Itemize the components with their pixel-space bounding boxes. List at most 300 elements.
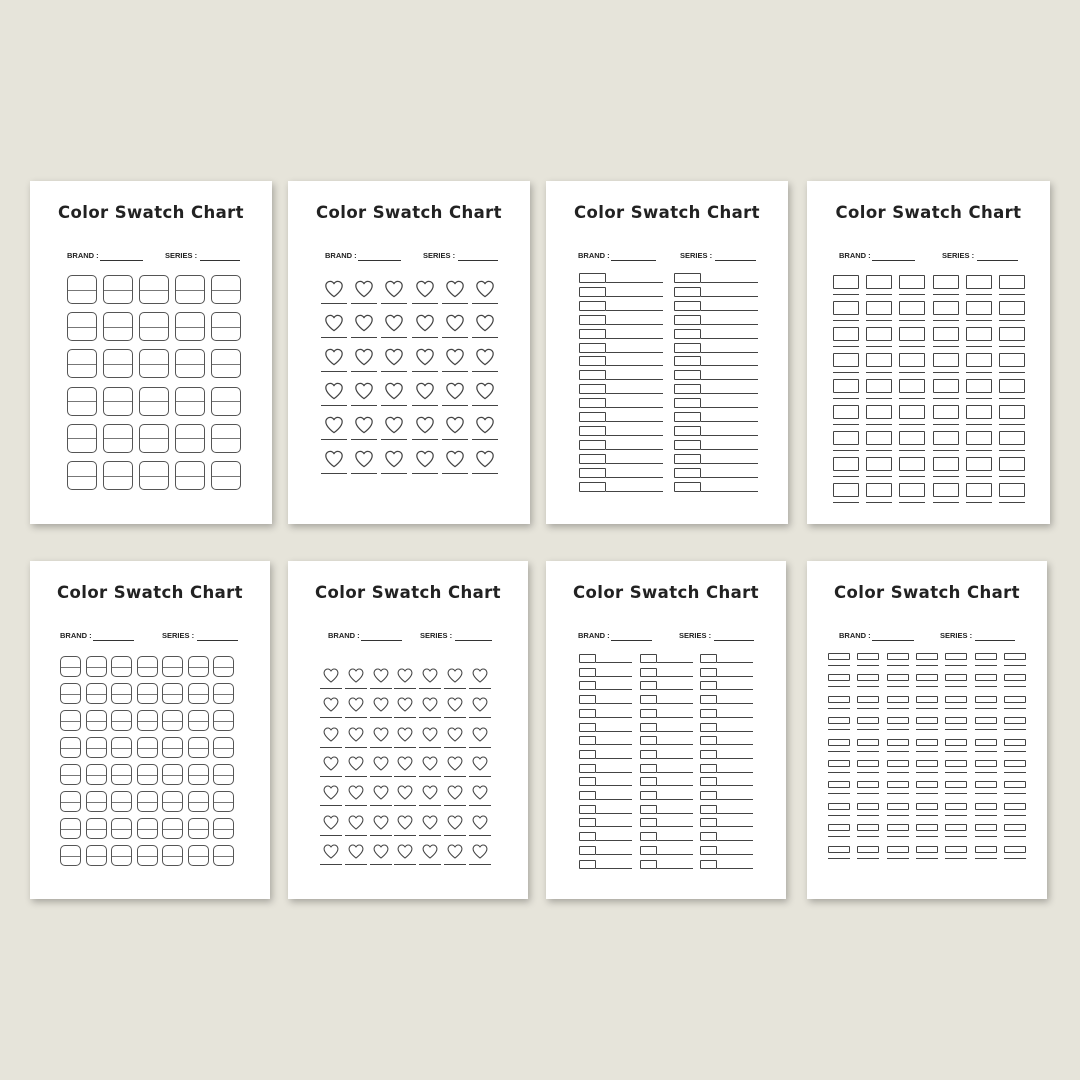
swatch-box [933,353,959,367]
swatch-divider [212,401,240,402]
heart-swatch [347,726,365,743]
swatch-name-line [606,477,663,478]
swatch-box [640,681,657,690]
swatch-name-line [320,688,342,689]
swatch-box [999,431,1025,445]
swatch-box [579,846,596,855]
swatch-sheet-4 [807,181,1050,524]
swatch-divider [68,401,96,402]
swatch-square [60,764,81,785]
series-label: SERIES : [423,251,456,260]
swatch-box [1004,653,1026,660]
swatch-name-line [596,731,632,732]
swatch-name-line [899,294,925,295]
swatch-divider [61,802,80,803]
heart-swatch [396,755,414,772]
swatch-box [674,440,701,450]
heart-swatch [322,667,340,684]
swatch-divider [163,775,182,776]
swatch-box [899,379,925,393]
heart-swatch [396,814,414,831]
swatch-box [674,384,701,394]
brand-field [578,631,652,645]
swatch-divider [68,476,96,477]
swatch-square [103,275,133,304]
swatch-box [887,846,909,853]
swatch-name-line [828,686,850,687]
swatch-name-line [596,772,632,773]
swatch-name-line [657,868,693,869]
swatch-box [857,824,879,831]
swatch-square [162,791,183,812]
swatch-name-line [701,282,758,283]
swatch-name-line [999,476,1025,477]
swatch-name-line [945,729,967,730]
swatch-box [857,674,879,681]
swatch-box [833,379,859,393]
swatch-divider [112,667,131,668]
swatch-box [966,275,992,289]
swatch-name-line [351,371,377,372]
swatch-square [213,710,234,731]
swatch-name-line [999,450,1025,451]
swatch-name-line [370,776,392,777]
swatch-name-line [444,747,466,748]
swatch-divider [87,667,106,668]
swatch-box [833,457,859,471]
swatch-square [60,683,81,704]
swatch-name-line [833,424,859,425]
swatch-name-line [320,835,342,836]
swatch-name-line [394,688,416,689]
swatch-name-line [933,450,959,451]
swatch-name-line [887,772,909,773]
swatch-square [86,710,107,731]
swatch-divider [212,438,240,439]
swatch-name-line [412,405,438,406]
swatch-divider [212,290,240,291]
swatch-name-line [321,371,347,372]
swatch-divider [176,476,204,477]
swatch-name-line [866,346,892,347]
swatch-name-line [469,835,491,836]
brand-field [839,251,915,265]
heart-swatch [446,843,464,860]
brand-label: BRAND : [578,631,610,640]
heart-swatch [323,381,345,401]
swatch-name-line [857,793,879,794]
swatch-box [887,653,909,660]
swatch-square [86,764,107,785]
swatch-name-line [444,805,466,806]
heart-swatch [372,667,390,684]
swatch-name-line [370,805,392,806]
swatch-square [175,275,205,304]
swatch-box [674,329,701,339]
swatch-name-line [606,365,663,366]
swatch-name-line [444,688,466,689]
swatch-box [857,696,879,703]
swatch-name-line [866,502,892,503]
heart-swatch [323,415,345,435]
swatch-name-line [701,477,758,478]
swatch-square [67,275,97,304]
swatch-box [700,750,717,759]
swatch-name-line [999,294,1025,295]
swatch-square [139,424,169,453]
heart-swatch [414,279,436,299]
swatch-box [674,343,701,353]
heart-swatch [471,726,489,743]
swatch-square [175,387,205,416]
swatch-square [175,312,205,341]
swatch-square [86,791,107,812]
swatch-box [975,846,997,853]
swatch-box [945,781,967,788]
swatch-box [945,803,967,810]
swatch-box [975,739,997,746]
swatch-box [999,457,1025,471]
swatch-name-line [857,686,879,687]
swatch-name-line [887,836,909,837]
swatch-name-line [657,731,693,732]
swatch-name-line [657,772,693,773]
swatch-square [213,656,234,677]
swatch-square [162,737,183,758]
swatch-divider [189,748,208,749]
swatch-box [833,327,859,341]
swatch-name-line [866,424,892,425]
swatch-divider [163,721,182,722]
swatch-name-line [596,813,632,814]
heart-swatch [372,696,390,713]
swatch-divider [163,829,182,830]
swatch-name-line [975,708,997,709]
swatch-name-line [320,805,342,806]
swatch-divider [138,748,157,749]
swatch-name-line [442,405,468,406]
swatch-name-line [701,310,758,311]
swatch-square [60,845,81,866]
swatch-square [111,791,132,812]
swatch-name-line [833,372,859,373]
swatch-divider [61,775,80,776]
swatch-box [945,846,967,853]
swatch-square [139,275,169,304]
swatch-box [966,379,992,393]
swatch-divider [87,694,106,695]
swatch-box [1004,803,1026,810]
swatch-box [579,860,596,869]
heart-swatch [347,755,365,772]
swatch-name-line [657,799,693,800]
swatch-divider [176,401,204,402]
swatch-box [579,764,596,773]
swatch-square [188,764,209,785]
swatch-name-line [701,338,758,339]
swatch-box [700,695,717,704]
swatch-box [966,483,992,497]
swatch-name-line [320,717,342,718]
swatch-divider [87,802,106,803]
swatch-name-line [606,296,663,297]
swatch-name-line [933,346,959,347]
swatch-name-line [606,393,663,394]
swatch-box [579,287,606,297]
swatch-square [211,461,241,490]
swatch-divider [214,694,233,695]
swatch-divider [138,721,157,722]
swatch-box [640,668,657,677]
swatch-name-line [1004,751,1026,752]
heart-swatch [421,726,439,743]
swatch-name-line [419,776,441,777]
swatch-box [579,681,596,690]
swatch-name-line [320,864,342,865]
swatch-box [828,674,850,681]
swatch-name-line [606,379,663,380]
heart-swatch [471,784,489,801]
heart-swatch [474,381,496,401]
heart-swatch [322,814,340,831]
swatch-name-line [857,772,879,773]
swatch-name-line [966,372,992,373]
swatch-name-line [469,747,491,748]
heart-swatch [414,347,436,367]
swatch-name-line [701,296,758,297]
swatch-box [916,760,938,767]
swatch-box [640,860,657,869]
swatch-name-line [945,708,967,709]
swatch-box [1004,674,1026,681]
swatch-name-line [320,747,342,748]
swatch-name-line [828,815,850,816]
swatch-name-line [975,729,997,730]
swatch-box [945,696,967,703]
swatch-divider [189,775,208,776]
swatch-box [700,668,717,677]
swatch-box [579,329,606,339]
swatch-divider [68,438,96,439]
swatch-name-line [857,858,879,859]
swatch-square [103,424,133,453]
swatch-box [640,818,657,827]
swatch-name-line [657,785,693,786]
swatch-square [137,683,158,704]
swatch-name-line [857,836,879,837]
swatch-box [866,353,892,367]
swatch-square [175,461,205,490]
heart-swatch [446,755,464,772]
heart-swatch [372,755,390,772]
swatch-box [866,275,892,289]
swatch-box [887,803,909,810]
swatch-name-line [381,473,407,474]
swatch-box [966,431,992,445]
swatch-name-line [975,815,997,816]
swatch-box [866,405,892,419]
swatch-name-line [394,864,416,865]
heart-swatch [396,696,414,713]
swatch-name-line [596,868,632,869]
swatch-square [211,387,241,416]
heart-swatch [474,347,496,367]
heart-swatch [471,814,489,831]
swatch-name-line [469,864,491,865]
swatch-square [162,683,183,704]
swatch-name-line [833,294,859,295]
swatch-box [975,653,997,660]
swatch-name-line [701,365,758,366]
heart-swatch [396,784,414,801]
swatch-name-line [866,372,892,373]
swatch-box [899,301,925,315]
swatch-name-line [1004,665,1026,666]
swatch-square [188,845,209,866]
swatch-box [674,287,701,297]
swatch-box [999,483,1025,497]
heart-swatch [444,449,466,469]
swatch-divider [140,290,168,291]
brand-label: BRAND : [578,251,610,260]
swatch-name-line [321,473,347,474]
swatch-box [579,723,596,732]
sheet-title: Color Swatch Chart [574,203,760,222]
swatch-box [945,717,967,724]
swatch-square [162,656,183,677]
swatch-divider [189,856,208,857]
heart-swatch [446,667,464,684]
swatch-box [887,674,909,681]
swatch-name-line [717,772,753,773]
series-label: SERIES : [679,631,712,640]
swatch-name-line [887,793,909,794]
swatch-box [999,275,1025,289]
swatch-box [866,327,892,341]
swatch-square [111,710,132,731]
heart-swatch [353,313,375,333]
heart-swatch [372,843,390,860]
brand-label: BRAND : [839,631,871,640]
swatch-box [933,327,959,341]
swatch-box [857,653,879,660]
swatch-name-line [916,793,938,794]
swatch-sheet-1 [30,181,272,524]
swatch-name-line [701,449,758,450]
swatch-name-line [975,836,997,837]
swatch-box [700,791,717,800]
heart-swatch [421,755,439,772]
brand-line [361,640,402,641]
swatch-name-line [419,717,441,718]
heart-swatch [347,843,365,860]
swatch-box [933,431,959,445]
swatch-box [674,398,701,408]
swatch-box [579,356,606,366]
swatch-box [916,803,938,810]
swatch-divider [140,364,168,365]
swatch-name-line [857,751,879,752]
swatch-name-line [717,758,753,759]
heart-swatch [322,755,340,772]
swatch-divider [104,438,132,439]
swatch-name-line [606,449,663,450]
swatch-name-line [596,758,632,759]
swatch-divider [87,775,106,776]
swatch-name-line [469,717,491,718]
swatch-box [579,468,606,478]
swatch-box [700,846,717,855]
swatch-divider [104,290,132,291]
swatch-box [887,824,909,831]
swatch-divider [176,364,204,365]
swatch-box [975,717,997,724]
swatch-divider [61,829,80,830]
swatch-box [579,370,606,380]
swatch-name-line [370,835,392,836]
swatch-name-line [1004,858,1026,859]
swatch-name-line [442,337,468,338]
swatch-name-line [394,835,416,836]
brand-label: BRAND : [60,631,92,640]
swatch-name-line [345,688,367,689]
swatch-name-line [887,729,909,730]
swatch-box [579,709,596,718]
swatch-name-line [444,864,466,865]
swatch-name-line [596,826,632,827]
swatch-name-line [442,303,468,304]
heart-swatch [396,843,414,860]
swatch-square [111,764,132,785]
swatch-square [188,737,209,758]
swatch-box [579,482,606,492]
swatch-box [975,781,997,788]
swatch-square [103,312,133,341]
swatch-square [111,737,132,758]
sheet-title: Color Swatch Chart [58,203,244,222]
swatch-box [866,379,892,393]
swatch-name-line [596,799,632,800]
swatch-divider [214,667,233,668]
swatch-name-line [321,303,347,304]
swatch-box [1004,846,1026,853]
swatch-name-line [701,435,758,436]
swatch-name-line [887,665,909,666]
heart-swatch [421,784,439,801]
swatch-divider [176,438,204,439]
swatch-name-line [717,785,753,786]
sheet-title: Color Swatch Chart [315,583,501,602]
swatch-name-line [701,421,758,422]
heart-swatch [347,784,365,801]
swatch-square [67,461,97,490]
swatch-square [188,791,209,812]
heart-swatch [322,843,340,860]
swatch-square [211,349,241,378]
swatch-divider [138,829,157,830]
swatch-name-line [606,421,663,422]
swatch-name-line [887,708,909,709]
swatch-box [828,696,850,703]
swatch-name-line [717,703,753,704]
swatch-name-line [916,815,938,816]
swatch-name-line [933,424,959,425]
heart-swatch [474,279,496,299]
swatch-box [975,824,997,831]
swatch-name-line [606,435,663,436]
swatch-box [579,695,596,704]
swatch-box [899,327,925,341]
